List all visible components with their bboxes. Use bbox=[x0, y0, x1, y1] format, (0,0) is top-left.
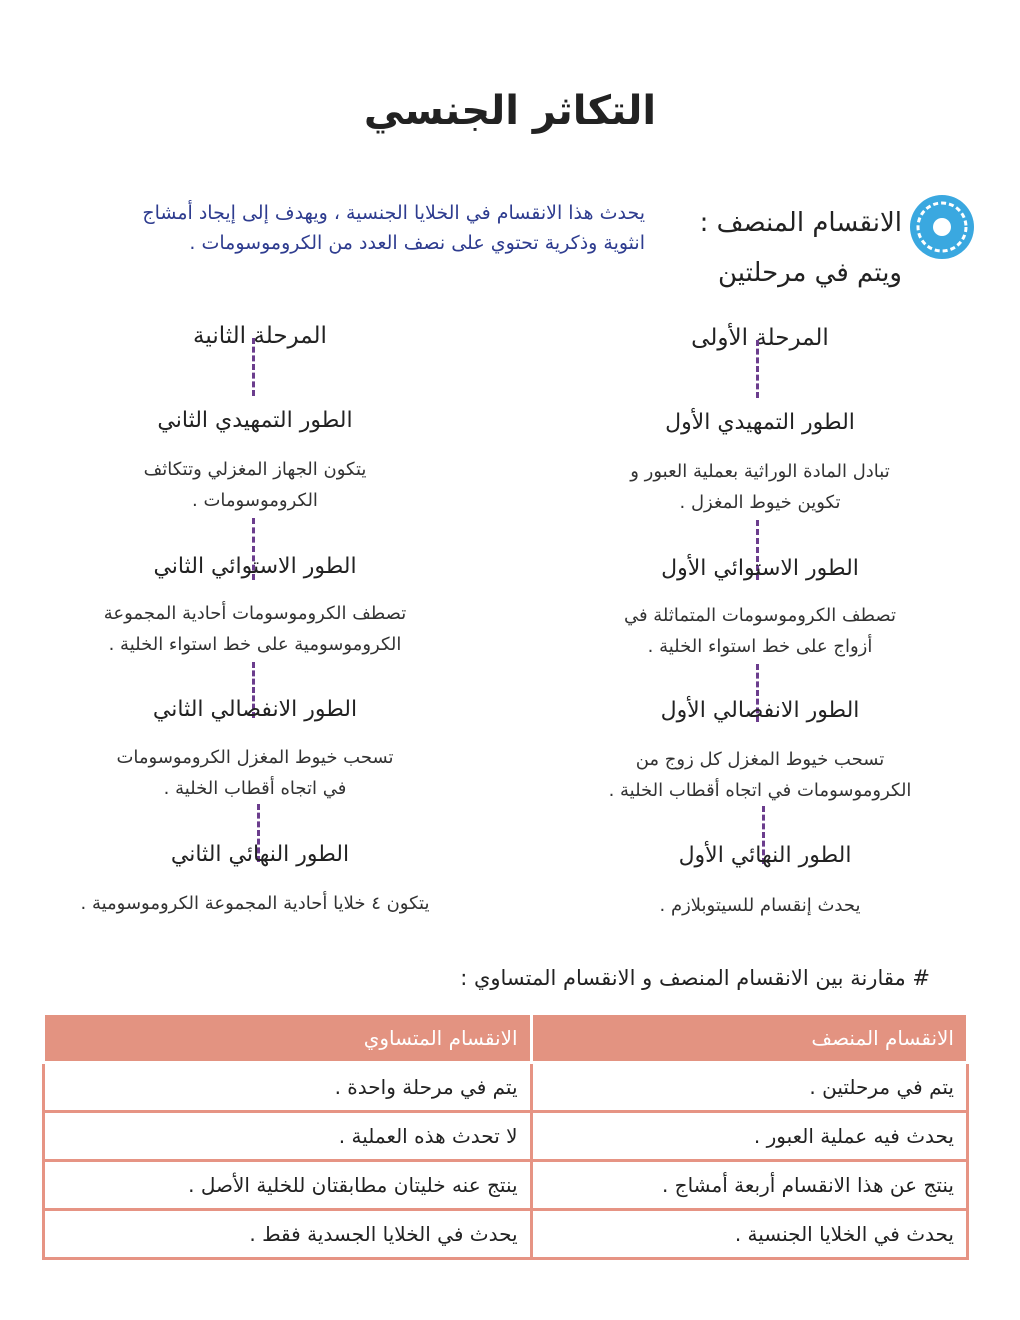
phase-title: الطور الانفصالي الثاني bbox=[152, 697, 358, 722]
description-line: تصطف الكروموسومات أحادية المجموعة bbox=[103, 603, 407, 624]
intro-paragraph bbox=[10, 198, 645, 258]
section-subheading: ويتم في مرحلتين bbox=[717, 258, 902, 288]
phase-title: الطور التمهيدي الثاني bbox=[157, 408, 353, 433]
intro-line-1: يحدث هذا الانقسام في الخلايا الجنسية ، ويهدف إلى إيجاد أمشاج bbox=[142, 202, 645, 224]
table-cell: يتم في مرحلة واحدة . bbox=[44, 1063, 532, 1112]
phase-description bbox=[570, 456, 950, 518]
phase-description bbox=[40, 598, 470, 660]
table-cell: يحدث في الخلايا الجسدية فقط . bbox=[44, 1210, 532, 1259]
description-line: الكروموسومات . bbox=[192, 490, 318, 511]
connector-line bbox=[756, 340, 759, 398]
description-line: تسحب خيوط المغزل كل زوج من bbox=[635, 749, 885, 770]
description-line: تكوين خيوط المغزل . bbox=[679, 492, 841, 513]
page-title: التكاثر الجنسي bbox=[363, 88, 657, 134]
phase-title: الطور التمهيدي الأول bbox=[665, 410, 855, 435]
description-line: تسحب خيوط المغزل الكروموسومات bbox=[116, 747, 394, 768]
description-line: يتكون الجهاز المغزلي وتتكاثف bbox=[143, 459, 367, 480]
phase-title: الطور الانفصالي الأول bbox=[660, 698, 860, 723]
table-cell: يحدث في الخلايا الجنسية . bbox=[531, 1210, 967, 1259]
phase-description bbox=[570, 600, 950, 662]
description-line: الكروموسومات في اتجاه أقطاب الخلية . bbox=[608, 780, 912, 801]
description-line: تبادل المادة الوراثية بعملية العبور و bbox=[630, 461, 890, 482]
description-line: أزواج على خط استواء الخلية . bbox=[647, 636, 873, 657]
phase-description bbox=[60, 454, 450, 516]
column-header: الانقسام المتساوي bbox=[44, 1014, 532, 1063]
comparison-table bbox=[42, 1012, 969, 1260]
table-cell: يتم في مرحلتين . bbox=[531, 1063, 967, 1112]
table-cell: ينتج عن هذا الانقسام أربعة أمشاج . bbox=[531, 1161, 967, 1210]
table-header-row bbox=[44, 1014, 968, 1063]
connector-line bbox=[252, 338, 255, 396]
description-line: يحدث إنقسام للسيتوبلازم . bbox=[659, 895, 861, 916]
column-header: الانقسام المنصف bbox=[531, 1014, 967, 1063]
description-line: في اتجاه أقطاب الخلية . bbox=[163, 778, 347, 799]
table-row bbox=[44, 1161, 968, 1210]
stage-1-title: المرحلة الأولى bbox=[691, 325, 829, 351]
target-circle-icon bbox=[908, 193, 976, 261]
phase-description bbox=[550, 744, 970, 806]
comparison-title: # مقارنة بين الانقسام المنصف و الانقسام المتساوي : bbox=[460, 966, 930, 990]
phase-title: الطور الاستوائي الثاني bbox=[153, 554, 357, 579]
table-cell: يحدث فيه عملية العبور . bbox=[531, 1112, 967, 1161]
section-heading: الانقسام المنصف : bbox=[699, 208, 902, 238]
phase-description bbox=[50, 742, 460, 804]
phase-description bbox=[20, 888, 490, 919]
phase-title: الطور الاستوائي الأول bbox=[661, 556, 859, 581]
table-row bbox=[44, 1210, 968, 1259]
phase-description bbox=[570, 890, 950, 921]
phase-title: الطور النهائي الثاني bbox=[170, 842, 350, 867]
table-cell: لا تحدث هذه العملية . bbox=[44, 1112, 532, 1161]
phase-title: الطور النهائي الأول bbox=[678, 843, 852, 868]
table-cell: ينتج عنه خليتان مطابقتان للخلية الأصل . bbox=[44, 1161, 532, 1210]
intro-line-2: انثوية وذكرية تحتوي على نصف العدد من الكروموسومات . bbox=[189, 232, 645, 254]
description-line: تصطف الكروموسومات المتماثلة في bbox=[623, 605, 897, 626]
stage-2-title: المرحلة الثانية bbox=[193, 323, 327, 349]
table-row bbox=[44, 1063, 968, 1112]
description-line: الكروموسومية على خط استواء الخلية . bbox=[108, 634, 402, 655]
table-row bbox=[44, 1112, 968, 1161]
description-line: يتكون ٤ خلايا أحادية المجموعة الكروموسومية . bbox=[80, 893, 430, 914]
